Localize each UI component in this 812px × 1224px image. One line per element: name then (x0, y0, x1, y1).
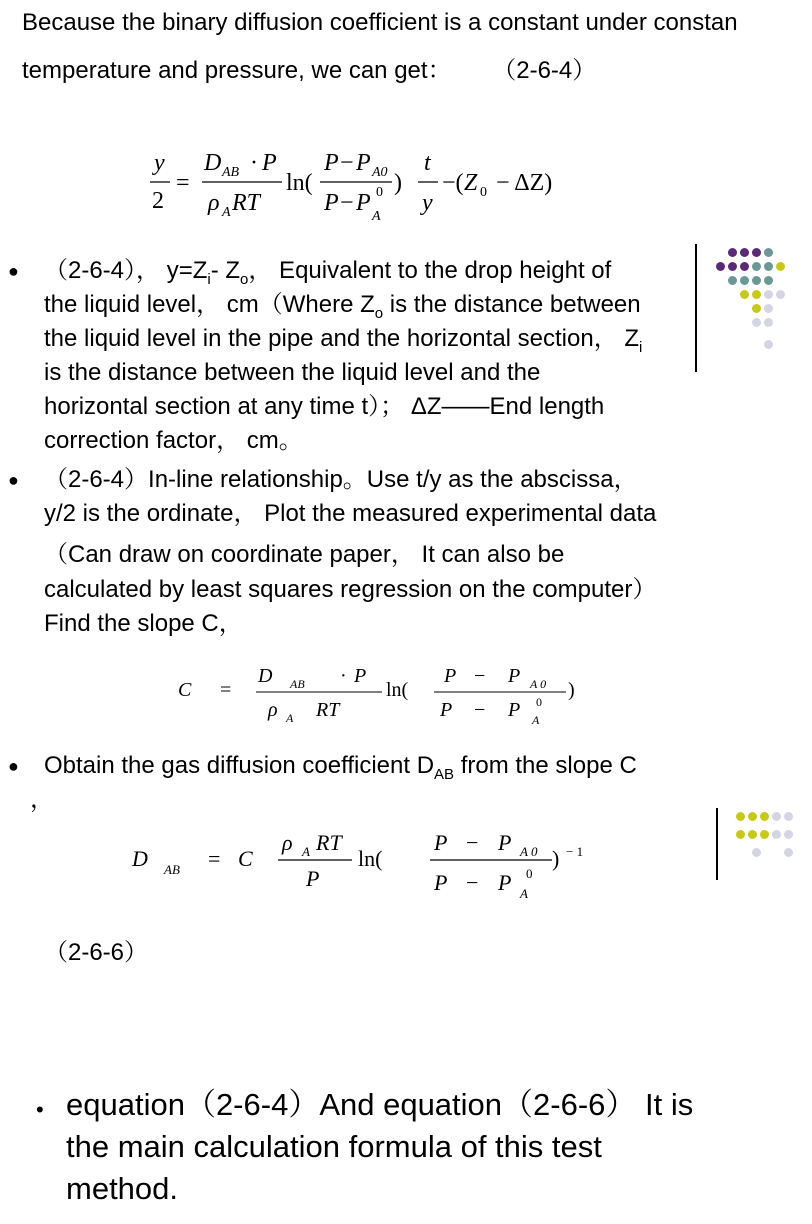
bullet-2-line-3: （Can draw on coordinate paper， It can also be (44, 541, 565, 568)
svg-text:P: P (498, 870, 512, 895)
decorative-line-2 (716, 808, 718, 880)
equation-2-6-4-formula (140, 140, 600, 235)
svg-text:2: 2 (152, 188, 164, 214)
svg-text:ln(: ln( (386, 679, 409, 701)
svg-text:0: 0 (480, 185, 487, 200)
equation-slope-c-formula (170, 660, 630, 730)
decor-dot (752, 290, 761, 299)
svg-text:A0: A0 (372, 165, 388, 180)
decorative-dots-2 (730, 808, 800, 868)
decor-dot (784, 830, 793, 839)
svg-text:=: = (220, 679, 232, 701)
decor-dot (784, 848, 793, 857)
svg-text:P: P (434, 870, 448, 895)
bullet-2-line-2: y/2 is the ordinate， Plot the measured experimental data (44, 500, 657, 527)
svg-text:P: P (354, 665, 367, 687)
svg-text:A: A (372, 209, 381, 224)
final-bullet-line-2: the main calculation formula of this test (66, 1129, 602, 1164)
decor-dot (740, 276, 749, 285)
bullet-1-line-6: correction factor， cm。 (44, 427, 303, 454)
svg-text:A: A (302, 844, 310, 859)
decor-dot (740, 248, 749, 257)
decorative-line-1 (695, 244, 697, 372)
decor-dot (752, 318, 761, 327)
svg-text:ρ: ρ (268, 699, 278, 721)
decor-dot (748, 830, 757, 839)
svg-text:−: − (466, 870, 479, 895)
svg-text:A: A (520, 886, 528, 901)
bullet-3-line-1: Obtain the gas diffusion coefficient $D_{AB}$ from the slope C (44, 752, 637, 783)
decor-dot (772, 812, 781, 821)
svg-text:D: D (132, 846, 148, 871)
final-bullet-line-3: method. (66, 1171, 179, 1206)
svg-text:ρ: ρ (208, 190, 220, 216)
svg-text:y: y (422, 190, 433, 216)
svg-text:ρ: ρ (282, 830, 293, 855)
decor-dot (740, 262, 749, 271)
svg-text:−: − (340, 190, 354, 216)
svg-text:−(: −( (442, 170, 464, 196)
decor-dot (748, 812, 757, 821)
svg-text:P: P (324, 150, 339, 176)
svg-text:ln(: ln( (286, 170, 313, 196)
decor-dot (752, 276, 761, 285)
svg-text:P: P (356, 190, 371, 216)
svg-text:): ) (552, 846, 560, 871)
svg-text:t: t (424, 150, 431, 176)
intro-line-2 (22, 54, 596, 88)
decor-dot (764, 248, 773, 257)
decor-dot (764, 304, 773, 313)
bullet-1-line-5: horizontal section at any time t）； ΔZ——End length (44, 393, 605, 420)
svg-text:−: − (340, 150, 354, 176)
svg-text:y: y (154, 150, 165, 176)
svg-text:ln(: ln( (358, 846, 383, 871)
svg-text:·: · (340, 665, 347, 687)
equation-2-6-6-formula (120, 818, 640, 908)
decor-dot (764, 262, 773, 271)
svg-text:−: − (474, 665, 486, 687)
svg-text:−: − (474, 699, 486, 721)
svg-text:RT: RT (232, 190, 261, 216)
svg-text:·: · (250, 150, 258, 176)
svg-text:AB: AB (222, 165, 240, 180)
bullet-marker: • (36, 1097, 44, 1122)
decor-dot (776, 290, 785, 299)
bullet-marker: ● (8, 470, 19, 490)
svg-text:D: D (258, 665, 273, 687)
svg-text:C: C (178, 679, 192, 701)
svg-text:P: P (440, 699, 453, 721)
bullet-1-line-1: （2-6-4）， $y=Z_i-$ $Z_o$， Equivalent to the drop height of (44, 257, 612, 288)
bullet-marker: ● (8, 261, 19, 281)
bullet-2-line-4: calculated by least squares regression on the computer） (44, 576, 657, 603)
svg-text:P: P (434, 830, 448, 855)
bullet-2-line-5: Find the slope C， (44, 610, 243, 637)
svg-text:C: C (238, 846, 253, 871)
intro-line-1: Because the binary diffusion coefficient is a constant under constan (22, 9, 738, 36)
svg-text:=: = (208, 846, 221, 871)
svg-text:P: P (508, 699, 521, 721)
svg-text:): ) (394, 170, 402, 196)
decor-dot (752, 248, 761, 257)
svg-text:): ) (568, 679, 575, 701)
decor-dot (764, 340, 773, 349)
decor-dot (752, 848, 761, 857)
svg-text:RT: RT (316, 830, 342, 855)
svg-text:P: P (508, 665, 521, 687)
svg-text:P: P (262, 150, 277, 176)
decor-dot (752, 262, 761, 271)
svg-text:D: D (204, 150, 222, 176)
bullet-1-line-4: is the distance between the liquid level and the (44, 359, 541, 386)
bullet-2-line-1: （2-6-4）In-line relationship。Use t/y as the abscissa， (44, 466, 638, 493)
decor-dot (740, 290, 749, 299)
svg-text:−: − (466, 830, 479, 855)
svg-text:AB: AB (290, 677, 305, 691)
decor-dot (764, 290, 773, 299)
svg-text:− ΔZ): − ΔZ) (496, 170, 553, 196)
decor-dot (716, 262, 725, 271)
equation-label-2-6-6: （2-6-6） (44, 939, 149, 966)
svg-text:0: 0 (376, 185, 383, 200)
decor-dot (784, 812, 793, 821)
bullet-1-line-3: the liquid level in the pipe and the horizontal section， $Z_i$ (44, 325, 643, 356)
svg-text:Z: Z (464, 170, 478, 196)
svg-text:RT: RT (316, 699, 340, 721)
svg-text:A: A (286, 711, 294, 725)
decorative-dots-1 (700, 244, 800, 354)
decor-dot (760, 830, 769, 839)
svg-text:0: 0 (536, 695, 542, 709)
decor-dot (752, 304, 761, 313)
svg-text:P: P (324, 190, 339, 216)
decor-dot (736, 812, 745, 821)
decor-dot (764, 318, 773, 327)
bullet-3-comma: ， (30, 786, 54, 813)
svg-text:P: P (306, 866, 320, 891)
decor-dot (728, 248, 737, 257)
svg-text:=: = (176, 170, 190, 196)
svg-text:A 0: A 0 (530, 677, 547, 691)
svg-text:AB: AB (164, 862, 180, 877)
decor-dot (776, 262, 785, 271)
decor-dot (736, 830, 745, 839)
decor-dot (772, 830, 781, 839)
svg-text:0: 0 (526, 866, 533, 881)
final-bullet-line-1: equation（2-6-4）And equation（2-6-6） It is (66, 1087, 694, 1122)
intro-line-2-text: temperature and pressure, we can get： (22, 57, 452, 84)
bullet-1-line-2: the liquid level， cm（Where $Z_o$ is the distance between (44, 291, 641, 322)
svg-text:− 1: − 1 (566, 844, 584, 859)
svg-text:A: A (532, 713, 540, 727)
equation-label-2-6-4: （2-6-4） (492, 57, 597, 84)
svg-text:P: P (356, 150, 371, 176)
decor-dot (728, 276, 737, 285)
decor-dot (764, 276, 773, 285)
svg-text:P: P (444, 665, 457, 687)
bullet-marker: ● (8, 756, 19, 776)
decor-dot (760, 812, 769, 821)
decor-dot (728, 262, 737, 271)
svg-text:A: A (222, 205, 231, 220)
svg-text:A 0: A 0 (520, 844, 538, 859)
svg-text:P: P (498, 830, 512, 855)
